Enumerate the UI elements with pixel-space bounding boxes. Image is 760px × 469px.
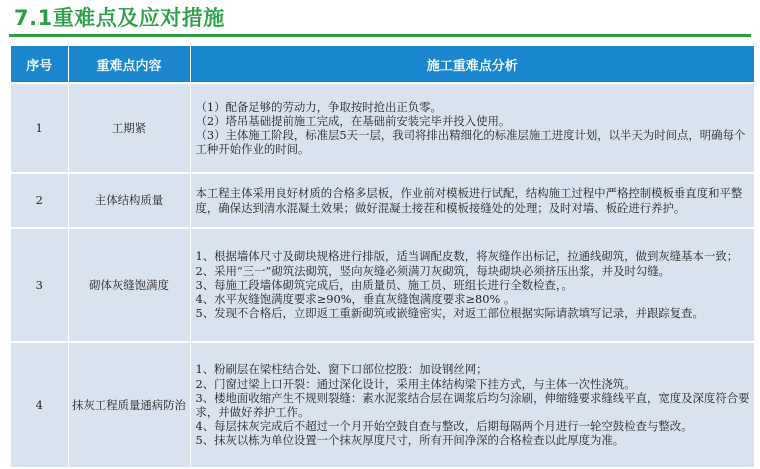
analysis-line: （1）配备足够的劳动力，争取按时抢出正负零。 xyxy=(195,99,442,114)
row-number: 3 xyxy=(11,228,68,342)
header-analysis: 施工重难点分析 xyxy=(190,46,754,83)
table-row xyxy=(11,228,754,342)
row-item: 砌体灰缝饱满度 xyxy=(68,228,190,342)
row-number: 1 xyxy=(11,83,68,173)
analysis-line: 2、采用“三一”砌筑法砌筑，竖向灰缝必须满刀灰砌筑，每块砌块必须挤压出浆，并及时勾缝。 xyxy=(195,263,671,278)
analysis-line: （2）塔吊基础提前施工完成，在基础前安装完毕并投入使用。 xyxy=(195,113,511,128)
table-row xyxy=(11,342,754,468)
row-analysis xyxy=(190,173,754,228)
analysis-line: 5、抹灰以栋为单位设置一个抹灰厚度尺寸，所有开间净深的合格检查以此厚度为准。 xyxy=(195,433,625,448)
row-analysis xyxy=(190,83,754,173)
row-analysis xyxy=(190,228,754,342)
title-divider xyxy=(9,34,751,37)
analysis-line: 本工程主体采用良好材质的合格多层板，作业前对模板进行试配，结构施工过程中严格控制模板垂直度和平整度，确保达到清水混凝土效果；做好混凝土接茬和模板接缝处的处理；及时对墙、板砼进行养护。 xyxy=(195,186,743,215)
analysis-line: 3、每施工段墙体砌筑完成后，由质量员、施工员、班组长进行全数检查，。 xyxy=(195,277,573,292)
analysis-line: 2、门窗过梁上口开裂：通过深化设计，采用主体结构梁下挂方式，与主体一次性浇筑。 xyxy=(195,376,636,391)
analysis-line: 4、水平灰缝饱满度要求≥90%，垂直灰缝饱满度要求≥80% 。 xyxy=(195,292,516,307)
table-row xyxy=(11,173,754,228)
header-no: 序号 xyxy=(11,46,68,83)
analysis-line: 5、发现不合格后，立即返工重新砌筑或嵌缝密实，对返工部位根据实际请款填写记录，并跟踪复查。 xyxy=(195,306,704,321)
analysis-line: （3）主体施工阶段，标准层5天一层，我司将排出精细化的标准层施工进度计划，以半天为时间点，明确每个工种开始作业的时间。 xyxy=(195,128,746,157)
row-item: 抹灰工程质量通病防治 xyxy=(68,342,190,468)
analysis-line: 3、楼地面收缩产生不规则裂缝：素水泥浆结合层在调浆后均匀涂刷，伸缩缝要求缝线平直，宽度及深度符合要求，并做好养护工作。 xyxy=(195,390,750,419)
table-header-row xyxy=(11,46,754,83)
row-item: 主体结构质量 xyxy=(68,173,190,228)
header-item: 重难点内容 xyxy=(68,46,190,83)
analysis-line: 4、每层抹灰完成后不超过一个月开始空鼓自查与整改，后期每隔两个月进行一轮空鼓检查与整改。 xyxy=(195,419,693,434)
row-item: 工期紧 xyxy=(68,83,190,173)
table-row xyxy=(11,83,754,173)
row-analysis xyxy=(190,342,754,468)
row-number: 2 xyxy=(11,173,68,228)
analysis-line: 1、粉刷层在梁柱结合处、窗下口部位挖股：加设钢丝网； xyxy=(195,362,488,377)
analysis-line: 1、根据墙体尺寸及砌块规格进行排版，适当调配皮数，将灰缝作出标记，拉通线砌筑，做到灰缝基本一致； xyxy=(195,249,739,264)
page-title: 7.1重难点及应对措施 xyxy=(14,6,225,30)
difficulty-table xyxy=(11,46,754,469)
row-number: 4 xyxy=(11,342,68,468)
